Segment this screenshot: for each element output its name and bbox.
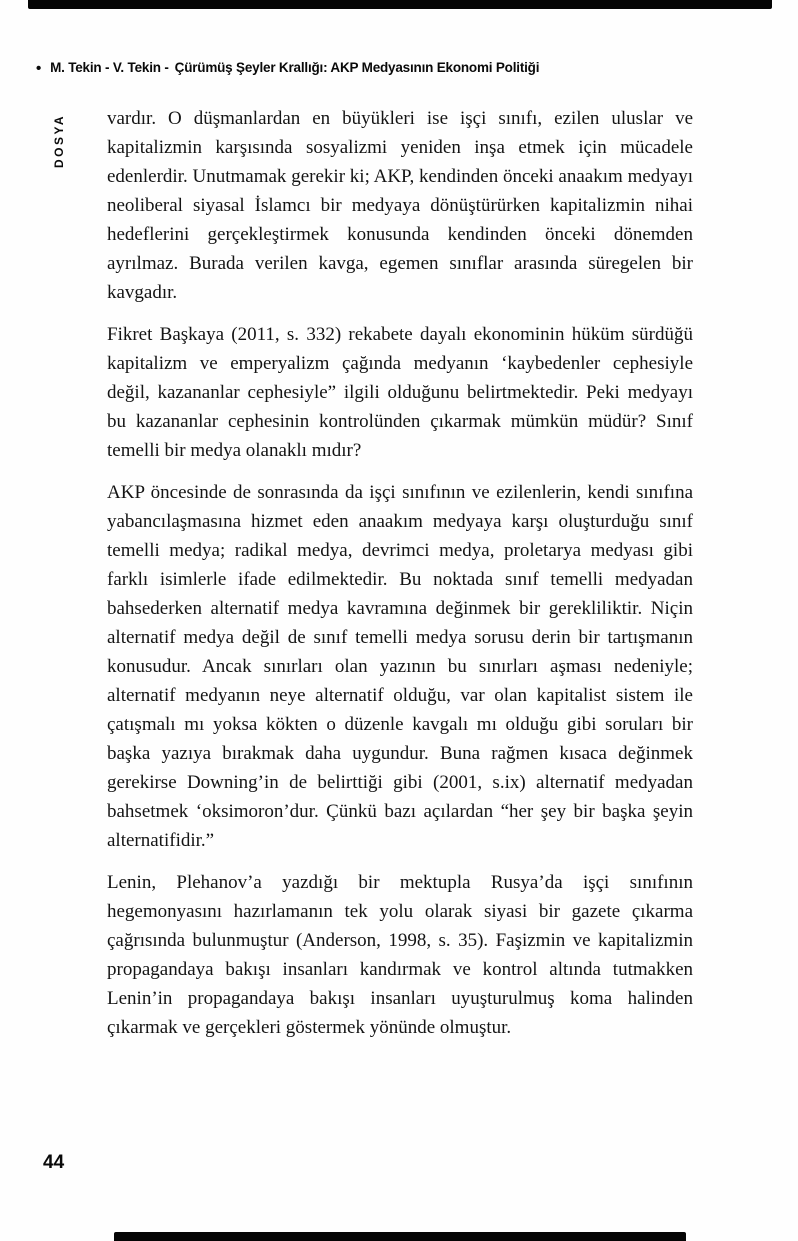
- paragraph: vardır. O düşmanlardan en büyükleri ise işçi sınıfı, ezilen uluslar ve kapitalizmin karşısında sosyalizmi yeniden inşa etmek için mücadele edenlerdir. Unutmamak gerekir ki; AKP, kendinden önceki anaakım medyayı neoliberal siyasal İslamcı bir medyaya dönüştürürken kapitalizmin nihai hedeflerini gerçekleştirmek konusunda kendinden önceki dönemden ayrılmaz. Burada verilen kavga, egemen sınıflar arasında süregelen bir kavgadır.: [107, 108, 693, 303]
- section-label-dosya: DOSYA: [52, 113, 66, 168]
- paragraph: AKP öncesinde de sonrasında da işçi sınıfının ve ezilenlerin, kendi sınıfına yabancılaşmasına hizmet eden anaakım medyaya karşı oluşturduğu sınıf temelli medya; radikal medya, devrimci medya, proletarya medyası gibi farklı isimlerle ifade edilmektedir. Bu noktada sınıf temelli medyadan bahsederken alternatif medya kavramına değinmek bir gerekliliktir. Niçin alternatif medya değil de sınıf temelli medya sorusu derin bir tartışmanın konusudur. Ancak sınırları olan yazının bu sınırları aşması nedeniyle; alternatif medyanın neye alternatif olduğu, var olan kapitalist sistem ile çatışmalı mı yoksa kökten o düzenle kavgalı mı olduğu gibi soruları bir başka yazıya bırakmak daha uygundur. Buna rağmen kısaca değinmek gerekirse Downing’in de belirttiği gibi (2001, s.ix) alternatif medyadan bahsetmek ‘oksimoron’dur. Çünkü bazı açılardan “her şey bir başka şeyin alternatifidir.”: [107, 482, 693, 851]
- body-text-column: [107, 104, 693, 1042]
- bottom-edge-bar: [114, 1232, 686, 1241]
- page-number: 44: [43, 1152, 65, 1173]
- paragraph: Lenin, Plehanov’a yazdığı bir mektupla Rusya’da işçi sınıfının hegemonyasını hazırlamanın tek yolu olarak siyasi bir gazete çıkarma çağrısında bulunmuştur (Anderson, 1998, s. 35). Faşizmin ve kapitalizmin propagandaya bakışı insanları kandırmak ve kontrol altında tutmakken Lenin’in propagandaya bakışı insanları uyuşturulmuş koma halinden çıkarmak ve gerçekleri göstermek yönünde olmuştur.: [107, 872, 693, 1038]
- header-authors: M. Tekin - V. Tekin -: [50, 60, 169, 75]
- top-edge-bar: [28, 0, 772, 9]
- running-header: [36, 60, 766, 75]
- bullet-icon: •: [36, 60, 42, 77]
- paragraph: Fikret Başkaya (2011, s. 332) rekabete dayalı ekonominin hüküm sürdüğü kapitalizm ve emperyalizm çağında medyanın ‘kaybedenler cephesiyle değil, kazananlar cephesiyle” ilgili olduğunu belirtmektedir. Peki medyayı bu kazananlar cephesinin kontrolünden çıkarmak mümkün müdür? Sınıf temelli bir medya olanaklı mıdır?: [107, 324, 693, 461]
- header-book-title: Çürümüş Şeyler Krallığı: AKP Medyasının Ekonomi Politiği: [174, 60, 540, 75]
